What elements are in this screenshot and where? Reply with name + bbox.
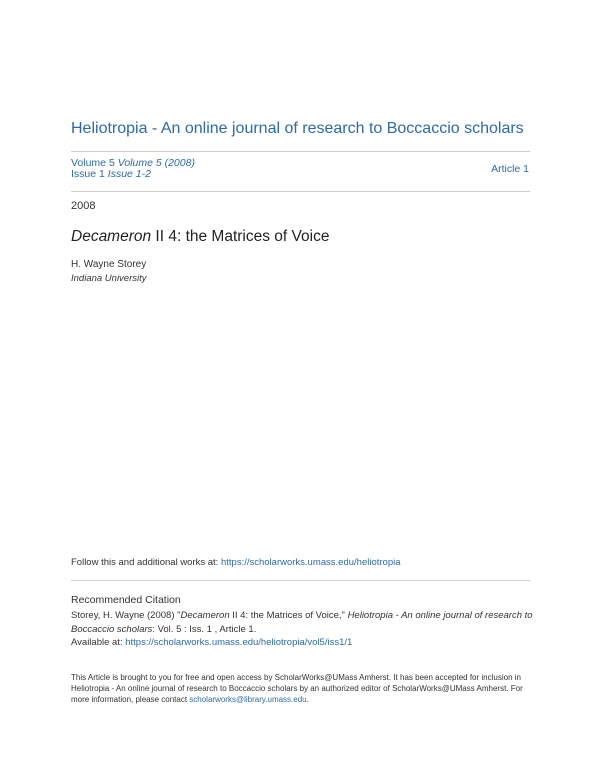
- available-link[interactable]: https://scholarworks.umass.edu/heliotropia/vol5/iss1/1: [125, 637, 353, 648]
- citation-title-rest: II 4: the Matrices of Voice,": [229, 610, 348, 621]
- notice-end: .: [306, 695, 309, 704]
- divider-middle: [71, 191, 530, 192]
- citation-title-italic: Decameron: [180, 610, 230, 621]
- author-affiliation: Indiana University: [71, 273, 147, 284]
- article-title-rest: II 4: the Matrices of Voice: [151, 228, 330, 245]
- citation-journal: Heliotropia - An online journal of research to Boccaccio scholars: [71, 610, 533, 635]
- divider-top: [71, 151, 530, 152]
- author-name: H. Wayne Storey: [71, 259, 147, 270]
- publication-year: 2008: [71, 200, 96, 212]
- recommended-citation-heading: Recommended Citation: [71, 594, 181, 606]
- citation-prefix: Storey, H. Wayne (2008) ": [71, 610, 181, 621]
- volume-detail-link[interactable]: Volume 5 (2008): [117, 157, 195, 169]
- issue-detail-link[interactable]: Issue 1-2: [107, 168, 151, 180]
- access-notice: [71, 672, 533, 705]
- contact-email-link[interactable]: scholarworks@library.umass.edu: [189, 695, 307, 704]
- article-title-italic: Decameron: [71, 228, 152, 245]
- journal-title-link[interactable]: Heliotropia - An online journal of research to Boccaccio scholars: [71, 120, 524, 137]
- available-label: Available at:: [71, 637, 126, 648]
- notice-text: This Article is brought to you for free and open access by ScholarWorks@UMass Amherst. It has been accepted for inclusion in Heliotropia - An online journal of research to Boccaccio scholars by an authorized editor of ScholarWorks@UMass Amherst. For more information, please contact: [71, 673, 523, 704]
- available-at-line: [71, 636, 533, 650]
- follow-text: Follow this and additional works at:: [71, 557, 221, 568]
- citation-suffix: : Vol. 5 : Iss. 1 , Article 1.: [152, 623, 257, 635]
- issue-line: [71, 168, 151, 180]
- divider-footer: [71, 580, 530, 581]
- citation-text: [71, 609, 533, 650]
- follow-line: [71, 557, 401, 568]
- follow-link[interactable]: https://scholarworks.umass.edu/heliotropia: [220, 557, 401, 568]
- issue-link[interactable]: Issue 1: [71, 168, 105, 180]
- article-link[interactable]: Article 1: [491, 163, 529, 175]
- article-title: [71, 228, 329, 246]
- volume-link[interactable]: Volume 5: [71, 157, 115, 169]
